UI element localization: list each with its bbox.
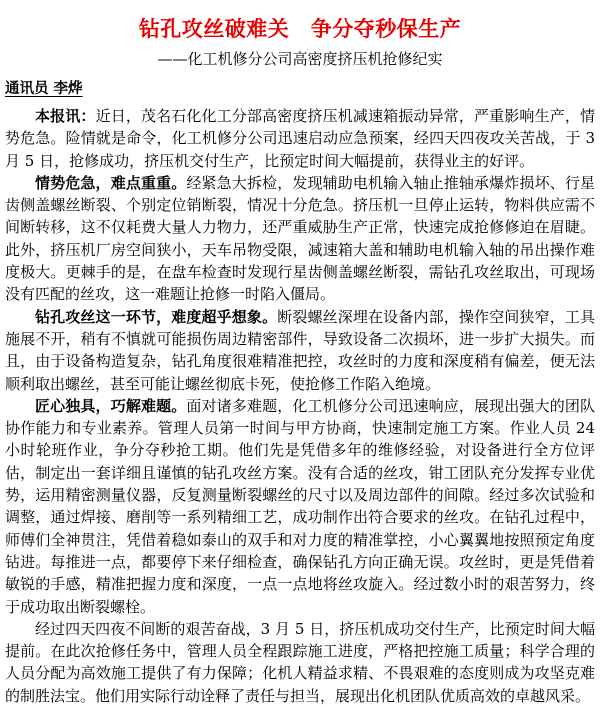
article-paragraph bbox=[5, 395, 595, 618]
paragraph-text: 经过四天四夜不间断的艰苦奋战，3 月 5 日，挤压机成功交付生产，比预定时间大幅提前。在此次抢修任务中，管理人员全程跟踪施工进度，严格把控施工质量；科学合理的人员分配为高效施工提供了有力保障；化机人精益求精、不畏艰难的态度则成为攻坚克难的制胜法宝。他们用实际行动诠释了责任与担当，展现出化机团队优质高效的卓越风采。 bbox=[5, 619, 595, 705]
paragraph-lead: 钻孔攻丝这一环节，难度超乎想象。 bbox=[35, 307, 278, 326]
article-title: 钻孔攻丝破难关 争分夺秒保生产 bbox=[138, 17, 462, 41]
paragraph-text: 经紧急大拆检，发现辅助电机输入轴止推轴承爆炸损坏、行星齿侧盖螺丝断裂、个别定位销断裂，情况十分危急。挤压机一旦停止运转，物料供应需不间断转移，这不仅耗费大量人力物力，还严重威胁生产正常，快速完成抢修修迫在眉睫。此外，挤压机厂房空间狭小，天车吊物受限，减速箱大盖和辅助电机输入轴的吊出操作难度极大。更棘手的是，在盘车检查时发现行星齿侧盖螺丝断裂，需钻孔攻丝取出，可现场没有匹配的丝攻，这一难题让抢修一时陷入僵局。 bbox=[5, 173, 595, 304]
article-body bbox=[5, 105, 595, 707]
article-paragraph bbox=[5, 172, 595, 306]
article-subtitle: ——化工机修分公司高密度挤压机抢修纪实 bbox=[157, 50, 443, 68]
byline-row bbox=[5, 78, 595, 99]
paragraph-text: 面对诸多难题，化工机修分公司迅速响应，展现出强大的团队协作能力和专业素养。管理人员第一时间与甲方协商，快速制定施工方案。作业人员 24 小时轮班作业，争分夺秒抢工期。他们先是凭借多年的维修经验，对设备进行全方位评估，制定出一套详细且谨慎的钻孔攻丝方案。没有合适的丝攻，钳工团队充分发挥专业优势，运用精密测量仪器，反复测量断裂螺丝的尺寸以及周边部件的间隙。经过多次试验和调整，通过焊接、磨削等一系列精细工艺，成功制作出符合要求的丝攻。在钻孔过程中，师傅们全神贯注，凭借着稳如泰山的双手和对力度的精准掌控，小心翼翼地按照预定角度钻进。每推进一点，都要停下来仔细检查，确保钻孔方向正确无误。攻丝时，更是凭借着敏锐的手感，精准把握力度和深度，一点一点地将丝攻旋入。经过数小时的艰苦努力，终于成功取出断裂螺栓。 bbox=[5, 396, 595, 616]
paragraph-lead: 本报讯： bbox=[35, 107, 96, 125]
paragraph-text: 近日，茂名石化化工分部高密度挤压机减速箱振动异常，严重影响生产，情势危急。险情就是命令，化工机修分公司迅速启动应急预案，经四天四夜攻关苦战，于 3 月 5 日，抢修成功，挤压机交付生产，比预定时间大幅提前，获得业主的好评。 bbox=[5, 107, 595, 170]
paragraph-lead: 匠心独具，巧解难题。 bbox=[35, 396, 187, 415]
paragraph-lead: 情势危急，难点重重。 bbox=[35, 173, 187, 192]
article-byline: 通讯员 李烨 bbox=[5, 80, 83, 97]
article-paragraph bbox=[5, 306, 595, 395]
article-paragraph bbox=[5, 105, 595, 172]
article-paragraph bbox=[5, 618, 595, 707]
paragraph-text: 断裂螺丝深埋在设备内部，操作空间狭窄，工具施展不开，稍有不慎就可能损伤周边精密部件，导致设备二次损坏，进一步扩大损失。而且，由于设备构造复杂，钻孔角度很难精准把控，攻丝时的力度和深度稍有偏差，便无法顺利取出螺丝，甚至可能让螺丝彻底卡死，使抢修工作陷入绝境。 bbox=[5, 307, 595, 393]
